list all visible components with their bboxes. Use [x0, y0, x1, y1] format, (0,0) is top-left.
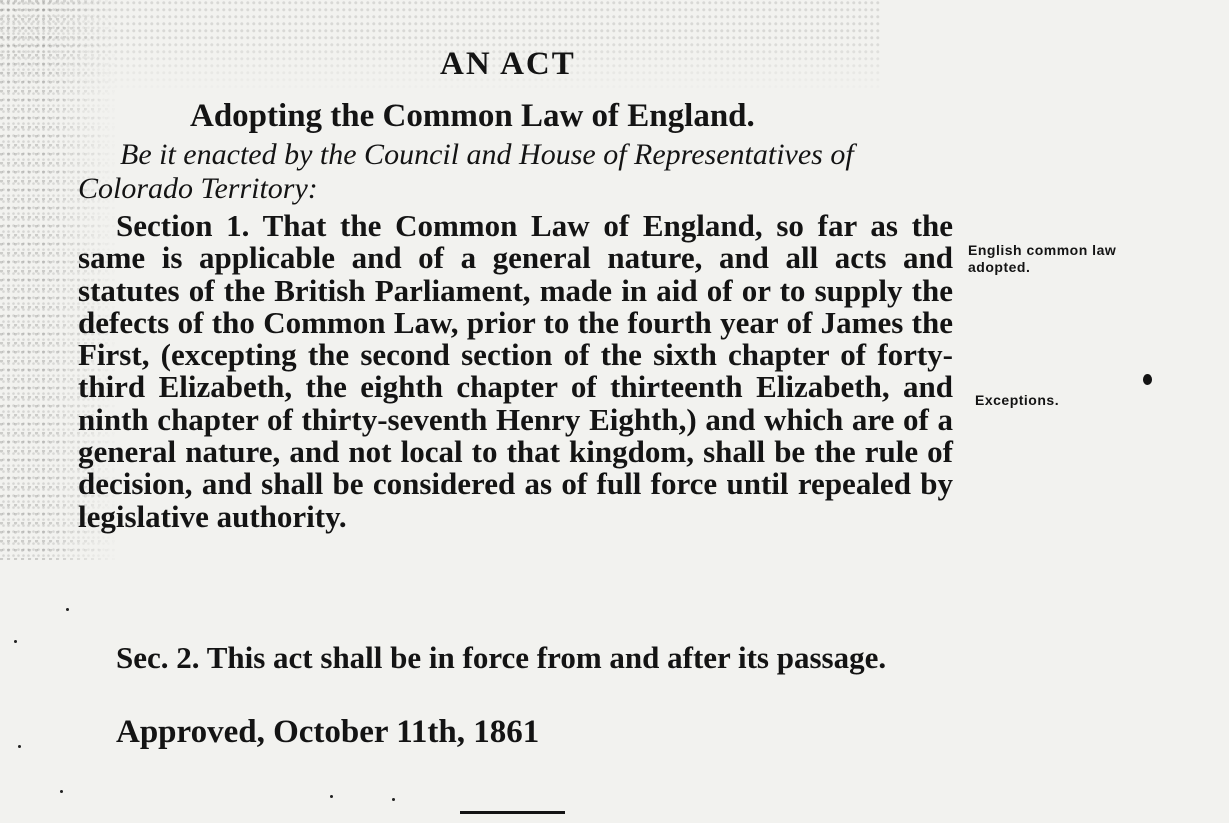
enacting-clause: Be it enacted by the Council and House of Representatives of Colorado Territory:: [78, 138, 854, 205]
stray-mark: [392, 798, 395, 801]
act-heading: AN ACT: [440, 46, 576, 82]
margin-note-exceptions: Exceptions.: [975, 392, 1060, 408]
stray-mark: [18, 745, 21, 748]
stray-mark: [60, 790, 63, 793]
section-2-text: Sec. 2. This act shall be in force from and after its passage.: [116, 640, 887, 675]
stray-mark: [66, 608, 69, 611]
act-subheading: Adopting the Common Law of England.: [190, 98, 755, 134]
approval-line: Approved, October 11th, 1861: [116, 714, 540, 750]
stray-mark: [14, 640, 17, 643]
closing-rule: [460, 811, 565, 814]
stray-mark: [330, 795, 333, 798]
margin-note-common-law: English common law adopted.: [968, 242, 1117, 275]
ink-dot: [1143, 374, 1152, 385]
section-1-text: Section 1. That the Common Law of England, so far as the same is applicable and of a general nature, and all acts and statutes of the British Parliament, made in aid of or to supply the defects of tho Common Law, prior to the fourth year of James the First, (excepting the second section of the sixth chapter of forty-third Elizabeth, the eighth chapter of thirteenth Elizabeth, and ninth chapter of thirty-seventh Henry Eighth,) and which are of a general nature, and not local to that kingdom, shall be the rule of decision, and shall be considered as of full force until repealed by legislative authority.: [78, 208, 953, 534]
